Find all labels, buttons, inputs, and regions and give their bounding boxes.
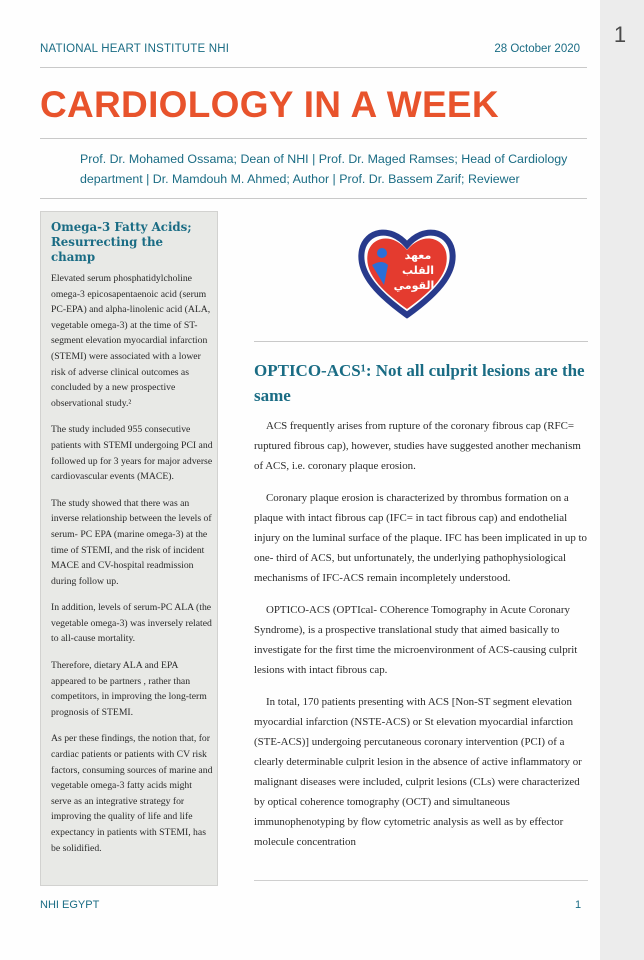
newsletter-title: CARDIOLOGY IN A WEEK bbox=[40, 84, 499, 125]
footer-page-number: 1 bbox=[575, 899, 582, 911]
sidebar-paragraph: The study included 955 consecutive patients with STEMI undergoing PCI and followed up for 3 years for major adverse cardiovascular events (MACE). bbox=[51, 424, 213, 483]
figure-head-shape bbox=[377, 248, 387, 258]
logo-text-line2: القلب bbox=[402, 264, 434, 277]
header-divider bbox=[40, 67, 587, 68]
heart-logo-icon bbox=[352, 215, 462, 325]
sidebar-paragraph: Therefore, dietary ALA and EPA appeared to be partners , rather than competitors, in improving the long-term prognosis of STEMI. bbox=[51, 660, 207, 718]
sidebar-paragraph: Elevated serum phosphatidylcholine omega-3 epicosapentaenoic acid (serum PC-EPA) and alpha-linolenic acid (ALA, vegetable omega-3) at the time of ST- segment elevation myocardial infarction (STEMI) were associated with a lower risk of adverse clinical outcomes as concluded by a new prospective observational study.² bbox=[51, 273, 211, 409]
viewer-margin bbox=[600, 0, 644, 960]
main-bottom-divider bbox=[254, 880, 588, 881]
header-date: 28 October 2020 bbox=[494, 43, 580, 55]
header-organization: NATIONAL HEART INSTITUTE NHI bbox=[40, 43, 230, 55]
logo-text-line3: القومي bbox=[393, 279, 435, 292]
footer-label: NHI EGYPT bbox=[40, 899, 100, 911]
article-paragraph: In total, 170 patients presenting with ACS [Non-ST segment elevation myocardial infarction (NSTE-ACS) or St elevation myocardial infarction (STE-ACS)] undergoing percutaneous coronary intervention (PCI) of a clearly determinable culprit lesion in the absence of active inflammatory or malignant diseases were included, culprit lesions (CLs) were characterized by optical coherence tomography (OCT) and simultaneous immunophenotyping by flow cytometric analysis as well as by effector molecule concentration bbox=[254, 696, 582, 848]
logo-text-line1: معهد bbox=[404, 249, 432, 262]
article-paragraph: Coronary plaque erosion is characterized by thrombus formation on a plaque with intact fibrous cap (IFC= in tact fibrous cap) and endothelial injury on the luminal surface of the plaque. IFC has been implicated in up to one- third of ACS, but unfortunately, the underlying pathophysiological mechanisms of IFC-ACS remain incompletely understood. bbox=[254, 492, 587, 584]
title-divider bbox=[40, 138, 587, 139]
article-paragraph: ACS frequently arises from rupture of the coronary fibrous cap (RFC= ruptured fibrous cap), however, studies have suggested another mechanism of ACS, i.e. coronary plaque erosion. bbox=[254, 420, 581, 472]
article-paragraph: OPTICO-ACS (OPTIcal- COherence Tomography in Acute Coronary Syndrome), is a prospective translational study that aimed basically to investigate for the first time the microenvironment of ACS-causing culprit lesions with intact fibrous cap. bbox=[254, 604, 578, 676]
sidebar-paragraph: The study showed that there was an inverse relationship between the levels of serum- PC EPA (marine omega-3) at the time of STEMI, and the risk of incident MACE and CV-hospital readmission during follow up. bbox=[51, 497, 212, 587]
sidebar-body bbox=[51, 271, 213, 867]
sidebar-panel bbox=[40, 211, 218, 886]
main-top-divider bbox=[254, 341, 588, 342]
article-title: OPTICO-ACS¹: Not all culprit lesions are the same bbox=[254, 361, 585, 405]
sidebar-paragraph: As per these findings, the notion that, for cardiac patients or patients with CV risk factors, consuming sources of marine and vegetable omega-3 fatty acids might serve as an integrative strategy for improving the quality of life and life expectancy in patients with STEMI, has be solidified. bbox=[51, 733, 213, 854]
sidebar-paragraph: In addition, levels of serum-PC ALA (the vegetable omega-3) was inversely related to all-cause mortality. bbox=[51, 602, 212, 645]
authors-line: Prof. Dr. Mohamed Ossama; Dean of NHI | Prof. Dr. Maged Ramses; Head of Cardiology department | Dr. Mamdouh M. Ahmed; Author | Prof. Dr. Bassem Zarif; Reviewer bbox=[80, 152, 568, 186]
article-body bbox=[254, 416, 589, 864]
page-number-badge[interactable]: 1 bbox=[613, 22, 627, 47]
nhi-heart-logo bbox=[352, 215, 462, 325]
authors-divider bbox=[40, 198, 587, 199]
sidebar-title: Omega-3 Fatty Acids; Resurrecting the champ bbox=[51, 220, 192, 264]
